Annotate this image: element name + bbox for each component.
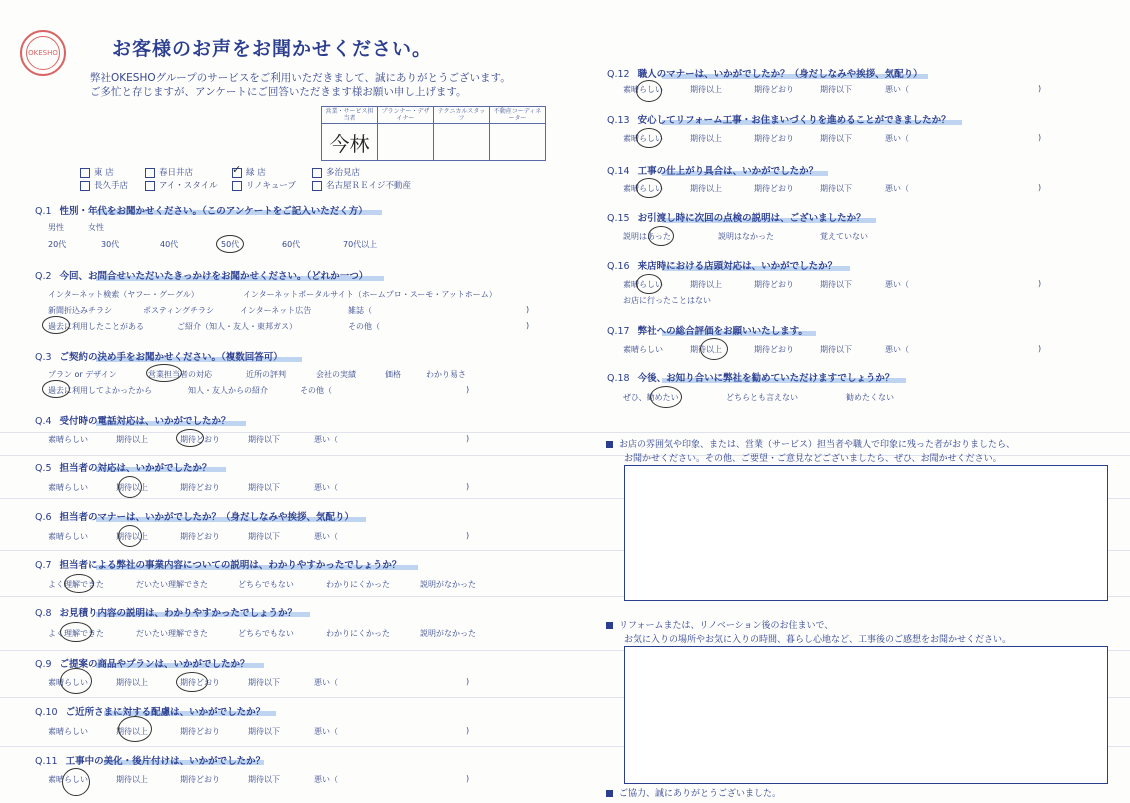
option[interactable]: 期待どおり — [180, 435, 220, 444]
option[interactable]: 期待以上 — [690, 280, 722, 289]
option[interactable]: お店に行ったことはない — [623, 296, 711, 305]
question-title: Q.1 性別・年代をお聞かせください。（このアンケートをご記入いただく方） — [35, 206, 368, 217]
option[interactable]: 期待どおり — [180, 775, 220, 784]
option[interactable]: 30代 — [101, 240, 120, 249]
question-title: Q.13 安心してリフォーム工事・お住まいづくりを進めることができましたか？ — [607, 115, 951, 126]
answer-circle — [636, 274, 662, 294]
option[interactable]: 悪い（ — [885, 280, 909, 289]
store-option[interactable]: 名古屋ＲＥイジ不動産 — [312, 179, 411, 191]
answer-circle — [700, 338, 728, 360]
answer-circle — [636, 80, 662, 102]
question-title: Q.12 職人のマナーは、いかがでしたか？（身だしなみや挨拶、気配り） — [607, 69, 923, 80]
paren: ) — [1038, 84, 1042, 93]
answer-circle — [636, 178, 662, 198]
question-title: Q.17 弊社への総合評価をお願いいたします。 — [607, 326, 808, 337]
option[interactable]: 悪い（ — [314, 532, 338, 541]
answer-circle — [176, 429, 204, 447]
answer-circle — [42, 316, 70, 334]
option[interactable]: 勧めたくない — [846, 393, 894, 402]
option[interactable]: よく理解できた — [48, 629, 104, 638]
option[interactable]: どちらでもない — [238, 629, 294, 638]
option[interactable]: 悪い（ — [885, 184, 909, 193]
paren: ) — [526, 305, 530, 314]
option[interactable]: インターネット検索（ヤフー・グーグル） — [48, 290, 199, 299]
answer-circle — [64, 574, 94, 593]
option[interactable]: 期待以下 — [820, 280, 852, 289]
store-option[interactable]: 多治見店 — [312, 166, 360, 178]
question-title: Q.3 ご契約の決め手をお聞かせください。（複数回答可） — [35, 352, 283, 363]
option[interactable]: 期待以下 — [248, 435, 280, 444]
question-title: Q.14 工事の仕上がり具合は、いかがでしたか？ — [607, 166, 819, 177]
staff-header-planner: プランナー・デザイナー — [378, 107, 434, 124]
square-bullet-icon — [606, 790, 613, 797]
option[interactable]: 説明がなかった — [420, 580, 476, 589]
option[interactable]: その他（ — [348, 322, 380, 331]
option[interactable]: 素晴らしい — [623, 345, 663, 354]
option[interactable]: 悪い（ — [314, 727, 338, 736]
checkbox-icon — [80, 168, 90, 178]
square-bullet-icon — [606, 441, 613, 448]
answer-circle — [648, 226, 674, 246]
store-option[interactable]: 東 店 — [80, 166, 114, 178]
option[interactable]: 期待以上 — [116, 435, 148, 444]
checkbox-icon — [145, 168, 155, 178]
square-bullet-icon — [606, 622, 613, 629]
staff-header-technical: テクニカルスタッフ — [434, 107, 490, 124]
option[interactable]: 20代 — [48, 240, 67, 249]
option[interactable]: 説明はあった — [623, 232, 671, 241]
option[interactable]: 期待以上 — [116, 727, 148, 736]
option[interactable]: 期待以上 — [690, 184, 722, 193]
option[interactable]: 素晴らしい — [48, 435, 88, 444]
option[interactable]: 雑誌（ — [348, 306, 372, 315]
checkbox-icon — [312, 168, 322, 178]
option[interactable]: 期待どおり — [180, 727, 220, 736]
option[interactable]: 期待以下 — [820, 85, 852, 94]
question-title: Q.18 今後、お知り合いに弊社を勧めていただけますでしょうか？ — [607, 373, 895, 384]
answer-circle — [118, 525, 142, 547]
staff-realestate-cell[interactable] — [490, 124, 546, 161]
comment-prompt-2b: お気に入りの場所やお気に入りの時間、暮らし心地など、工事後のご感想をお聞かせください。 — [624, 635, 1012, 645]
paren: ) — [466, 531, 470, 540]
option[interactable]: 期待以下 — [248, 727, 280, 736]
option[interactable]: 会社の実績 — [316, 370, 356, 379]
option[interactable]: ポスティングチラシ — [143, 306, 215, 315]
answer-circle — [216, 235, 244, 253]
thanks-message: ご協力、誠にありがとうございました。 — [606, 786, 781, 799]
question-title: Q.8 お見積り内容の説明は、わかりやすかったでしょうか？ — [35, 608, 298, 619]
checkbox-icon — [80, 181, 90, 191]
option[interactable]: 新聞折込みチラシ — [48, 306, 112, 315]
option[interactable]: 素晴らしい — [48, 678, 88, 687]
option[interactable]: その他（ — [300, 386, 332, 395]
question-title: Q.6 担当者のマナーは、いかがでしたか？（身だしなみや挨拶、気配り） — [35, 512, 355, 523]
answer-circle — [176, 672, 208, 692]
answer-circle — [62, 768, 90, 796]
staff-table — [321, 106, 546, 161]
option[interactable]: 期待どおり — [180, 532, 220, 541]
question-title: Q.15 お引渡し時に次回の点検の説明は、ございましたか？ — [607, 213, 866, 224]
option[interactable]: 悪い（ — [885, 134, 909, 143]
option[interactable]: 期待どおり — [754, 280, 794, 289]
answer-circle — [146, 364, 182, 382]
paren: ) — [466, 434, 470, 443]
intro-line-2: ご多忙と存じますが、アンケートにご回答いただきます様お願い申し上げます。 — [90, 86, 467, 98]
store-option[interactable]: 春日井店 — [145, 166, 193, 178]
answer-circle — [42, 380, 70, 398]
question-title: Q.2 今回、お問合せいただいたきっかけをお聞かせください。（どれか一つ） — [35, 271, 369, 282]
store-option[interactable]: ✓ 緑 店 — [232, 162, 266, 178]
checkbox-icon — [145, 181, 155, 191]
staff-header-realestate: 不動産コーディネーター — [490, 107, 546, 124]
staff-sales-cell[interactable] — [322, 124, 378, 161]
staff-planner-cell[interactable] — [378, 124, 434, 161]
paren: ) — [466, 482, 470, 491]
option[interactable]: 悪い（ — [885, 345, 909, 354]
answer-circle — [650, 386, 682, 408]
store-option[interactable]: 長久手店 — [80, 179, 128, 191]
option[interactable]: インターネットポータルサイト（ホームプロ・スーモ・アットホーム） — [243, 290, 497, 299]
option[interactable]: 60代 — [282, 240, 301, 249]
option[interactable]: 期待以上 — [116, 775, 148, 784]
option[interactable]: 期待以上 — [690, 345, 722, 354]
option[interactable]: 期待以上 — [116, 678, 148, 687]
option[interactable]: 期待以下 — [820, 134, 852, 143]
page-title: お客様のお声をお聞かせください。 — [112, 38, 433, 60]
option[interactable]: 覚えていない — [820, 232, 868, 241]
option[interactable]: 近所の評判 — [246, 370, 286, 379]
checkmark-icon: ✓ — [232, 162, 242, 176]
option[interactable]: 悪い（ — [885, 85, 909, 94]
option[interactable]: 素晴らしい — [48, 727, 88, 736]
option[interactable]: 素晴らしい — [48, 775, 88, 784]
option[interactable]: 素晴らしい — [623, 184, 663, 193]
comment-box-2[interactable] — [624, 646, 1108, 784]
question-title: Q.10 ご近所さまに対する配慮は、いかがでしたか？ — [35, 707, 266, 718]
paren: ) — [466, 774, 470, 783]
paren: ) — [1038, 183, 1042, 192]
paren: ) — [466, 726, 470, 735]
option[interactable]: よく理解できた — [48, 580, 104, 589]
answer-circle — [60, 622, 92, 642]
paren: ) — [526, 321, 530, 330]
option[interactable]: 70代以上 — [343, 240, 378, 249]
option[interactable]: 期待どおり — [180, 483, 220, 492]
comment-prompt-2: リフォームまたは、リノベーション後のお住まいで、 — [606, 618, 833, 631]
comment-prompt-1b: お聞かせください。その他、ご要望・ご意見などございましたら、ぜひ、お聞かせください。 — [624, 454, 1002, 464]
answer-circle — [118, 476, 142, 498]
staff-technical-cell[interactable] — [434, 124, 490, 161]
store-option[interactable]: アイ・スタイル — [145, 179, 218, 191]
divider — [0, 432, 1130, 433]
option[interactable]: 悪い（ — [314, 678, 338, 687]
option[interactable]: インターネット広告 — [240, 306, 312, 315]
answer-circle — [60, 668, 92, 694]
option[interactable]: 期待以上 — [116, 483, 148, 492]
company-stamp: OKESHO — [20, 30, 66, 76]
option[interactable]: 50代 — [221, 240, 240, 249]
paren: ) — [1038, 133, 1042, 142]
staff-header-sales: 営業・サービス担当者 — [322, 107, 378, 124]
staff-name: 今林 — [329, 131, 370, 156]
option[interactable]: 素晴らしい — [623, 134, 663, 143]
option[interactable]: 素晴らしい — [48, 532, 88, 541]
option[interactable]: 期待どおり — [754, 184, 794, 193]
option[interactable]: 素晴らしい — [623, 280, 663, 289]
option[interactable]: ご紹介（知人・友人・東邦ガス） — [177, 322, 297, 331]
option[interactable]: 男性 — [48, 223, 64, 232]
answer-circle — [636, 128, 662, 148]
question-title: Q.4 受付時の電話対応は、いかがでしたか？ — [35, 416, 231, 427]
intro-line-1: 弊社OKESHOグループのサービスをご利用いただきまして、誠にありがとうございます。 — [90, 72, 511, 84]
option[interactable]: 期待以下 — [820, 345, 852, 354]
option[interactable]: わかりにくかった — [326, 580, 390, 589]
option[interactable]: 営業担当者の対応 — [148, 370, 212, 379]
paren: ) — [1038, 279, 1042, 288]
option[interactable]: わかりにくかった — [326, 629, 390, 638]
paren: ) — [466, 385, 470, 394]
option[interactable]: 期待以下 — [248, 483, 280, 492]
store-option[interactable]: リノキューブ — [232, 179, 296, 191]
option[interactable]: 悪い（ — [314, 775, 338, 784]
option[interactable]: 素晴らしい — [48, 483, 88, 492]
option[interactable]: 素晴らしい — [623, 85, 663, 94]
paren: ) — [1038, 344, 1042, 353]
option[interactable]: 期待どおり — [754, 345, 794, 354]
option[interactable]: 期待どおり — [754, 85, 794, 94]
option[interactable]: 過去に利用してよかったから — [48, 386, 152, 395]
option[interactable]: 期待以下 — [248, 775, 280, 784]
option[interactable]: 女性 — [88, 223, 104, 232]
option[interactable]: 説明はなかった — [718, 232, 774, 241]
answer-circle — [118, 716, 152, 742]
paren: ) — [466, 677, 470, 686]
comment-box-1[interactable] — [624, 465, 1108, 601]
option[interactable]: 40代 — [160, 240, 179, 249]
option[interactable]: 説明がなかった — [420, 629, 476, 638]
question-title: Q.7 担当者による弊社の事業内容についての説明は、わかりやすかったでしょうか？ — [35, 560, 402, 571]
option[interactable]: 期待以下 — [248, 532, 280, 541]
option[interactable]: 悪い（ — [314, 435, 338, 444]
comment-prompt-1: お店の雰囲気や印象、または、営業（サービス）担当者や職人で印象に残った者がおりましたら、 — [606, 437, 1015, 450]
option[interactable]: 悪い（ — [314, 483, 338, 492]
option[interactable]: どちらとも言えない — [726, 393, 798, 402]
option[interactable]: ぜひ、勧めたい — [623, 393, 679, 402]
checkbox-icon — [232, 162, 242, 178]
option[interactable]: 期待以上 — [690, 85, 722, 94]
option[interactable]: 期待どおり — [180, 678, 220, 687]
option[interactable]: 期待以上 — [116, 532, 148, 541]
option[interactable]: わかり易さ — [426, 370, 466, 379]
option[interactable]: 期待以上 — [690, 134, 722, 143]
option[interactable]: 期待以下 — [820, 184, 852, 193]
checkbox-icon — [312, 181, 322, 191]
option[interactable]: だいたい理解できた — [136, 580, 208, 589]
option[interactable]: 価格 — [385, 370, 401, 379]
question-title: Q.5 担当者の対応は、いかがでしたか？ — [35, 463, 212, 474]
question-title: Q.16 来店時における店頭対応は、いかがでしたか？ — [607, 261, 838, 272]
option[interactable]: プラン or デザイン — [48, 370, 117, 379]
option[interactable]: だいたい理解できた — [136, 629, 208, 638]
option[interactable]: 期待以下 — [248, 678, 280, 687]
option[interactable]: 期待どおり — [754, 134, 794, 143]
option[interactable]: どちらでもない — [238, 580, 294, 589]
option[interactable]: 知人・友人からの紹介 — [188, 386, 268, 395]
checkbox-icon — [232, 181, 242, 191]
question-title: Q.11 工事中の美化・後片付けは、いかがでしたか？ — [35, 756, 266, 767]
option[interactable]: 過去に利用したことがある — [48, 322, 144, 331]
question-title: Q.9 ご提案の商品やプランは、いかがでしたか？ — [35, 659, 250, 670]
